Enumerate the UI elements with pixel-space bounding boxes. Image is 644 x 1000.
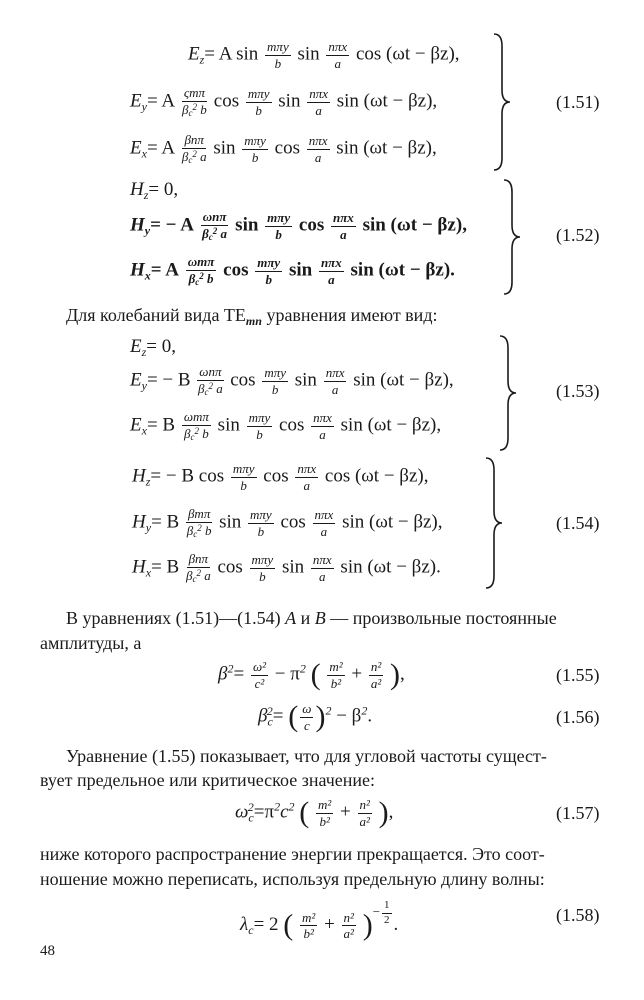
equation-1-51-ez: $E_z= A$ sin $\frac{\text{mπy}}{b}$ sin $\frac{\text{nπx}}{a}$ cos (ωt − βz), bbox=[188, 39, 460, 71]
te-mode-intro: Для колебаний вида $ТЕ_{mn}$ уравнения имеют вид: bbox=[66, 305, 438, 328]
equation-number-1-58: (1.58) bbox=[556, 905, 600, 925]
equation-number-1-55: (1.55) bbox=[556, 665, 600, 685]
paragraph-1-line-2: амплитуды, а bbox=[40, 633, 142, 653]
equation-1-54-hx: $H_x= B$ $\frac{\text{βnπ}}{\beta_c^2 a}$ cos $\frac{\text{mπy}}{b}$ sin $\frac{\text{nπx}}{a}$ sin (ωt − βz). bbox=[132, 551, 441, 584]
right-brace-1-53 bbox=[496, 334, 520, 452]
paragraph-2-line-2: вует предельное или критическое значение: bbox=[40, 770, 376, 790]
equation-1-54-hz: $H_z= - B$ cos $\frac{\text{mπy}}{b}$ cos $\frac{\text{nπx}}{a}$ cos (ωt − βz), bbox=[132, 461, 429, 493]
page-number: 48 bbox=[40, 943, 55, 959]
equation-number-1-52: (1.52) bbox=[556, 225, 600, 245]
equation-1-58: $\lambda_c= 2$ ( $\frac{\text{m²}}{\text{b²}}$ + $\frac{\text{n²}}{\text{a²}}$ )$^{- \frac{1}{2}}$ . bbox=[240, 899, 399, 942]
equation-1-52-hx: $H_x= A$ $\frac{\text{ωmπ}}{\beta_c^2 b}$ cos $\frac{\text{mπy}}{b}$ sin $\frac{\text{nπx}}{a}$ sin (ωt − βz). bbox=[130, 254, 455, 287]
equation-1-54-hy: $H_y= B$ $\frac{\text{βmπ}}{\beta_c^2 b}$ sin $\frac{\text{mπy}}{b}$ cos $\frac{\text{nπx}}{a}$ sin (ωt − βz), bbox=[132, 506, 443, 539]
equation-number-1-53: (1.53) bbox=[556, 381, 600, 401]
equation-1-52-hy: $H_y= - A$ $\frac{\text{ωnπ}}{\beta_c^2 a}$ sin $\frac{\text{mπy}}{b}$ cos $\frac{\text{nπx}}{a}$ sin (ωt − βz), bbox=[130, 209, 467, 242]
right-brace-1-51 bbox=[490, 32, 514, 172]
equation-number-1-54: (1.54) bbox=[556, 513, 600, 533]
equation-1-53-ex: $E_x= B$ $\frac{\text{ωmπ}}{\beta_c^2 b}$ sin $\frac{\text{mπy}}{b}$ cos $\frac{\text{nπx}}{a}$ sin (ωt − βz), bbox=[130, 409, 442, 442]
equation-1-53-ey: $E_y= - B$ $\frac{\text{ωnπ}}{\beta_c^2 a}$ cos $\frac{\text{mπy}}{b}$ sin $\frac{\text{nπx}}{a}$ sin (ωt − βz), bbox=[130, 364, 454, 397]
paragraph-2-line-1: Уравнение (1.55) показывает, что для угловой частоты сущест- bbox=[66, 746, 547, 766]
right-brace-1-52 bbox=[500, 178, 524, 296]
equation-1-51-ex: $E_x= A$ $\frac{\text{βnπ}}{\beta_c^2 a}$ sin $\frac{\text{mπy}}{b}$ cos $\frac{\text{nπx}}{a}$ sin (ωt − βz), bbox=[130, 132, 437, 165]
equation-1-55: $\beta^2=$ $\frac{\text{ω²}}{\text{c²}}$ − $\pi^2$ ( $\frac{\text{m²}}{\text{b²}}$ + $\frac{\text{n²}}{\text{a²}}$ ), bbox=[218, 658, 405, 692]
paragraph-3-line-2: ношение можно переписать, используя предельную длину волны: bbox=[40, 869, 545, 889]
equation-1-53-ez: $E_z= 0$, bbox=[130, 336, 176, 359]
equation-1-51-ey: $E_y= A$ $\frac{\text{ςmπ}}{\beta_c^2 b}$ cos $\frac{\text{mπy}}{b}$ sin $\frac{\text{nπx}}{a}$ sin (ωt − βz), bbox=[130, 85, 438, 118]
equation-1-57: $\omega_c^2=\pi^2c^2$ ( $\frac{\text{m²}}{\text{b²}}$ + $\frac{\text{n²}}{\text{a²}}$ ), bbox=[235, 796, 394, 830]
paragraph-3-line-1: ниже которого распространение энергии прекращается. Это соот- bbox=[40, 844, 545, 864]
right-brace-1-54 bbox=[482, 456, 506, 590]
equation-number-1-56: (1.56) bbox=[556, 707, 600, 727]
equation-1-56: $\beta_c^2=$ ( $\frac{\omega}{c}$ )$^2 - \beta^2$. bbox=[258, 700, 373, 734]
equation-number-1-57: (1.57) bbox=[556, 803, 600, 823]
paragraph-1-line-1: В уравнениях (1.51)—(1.54) A и B — произвольные постоянные bbox=[66, 608, 557, 628]
equation-number-1-51: (1.51) bbox=[556, 92, 600, 112]
equation-1-52-hz: $H_z= 0$, bbox=[130, 179, 179, 202]
